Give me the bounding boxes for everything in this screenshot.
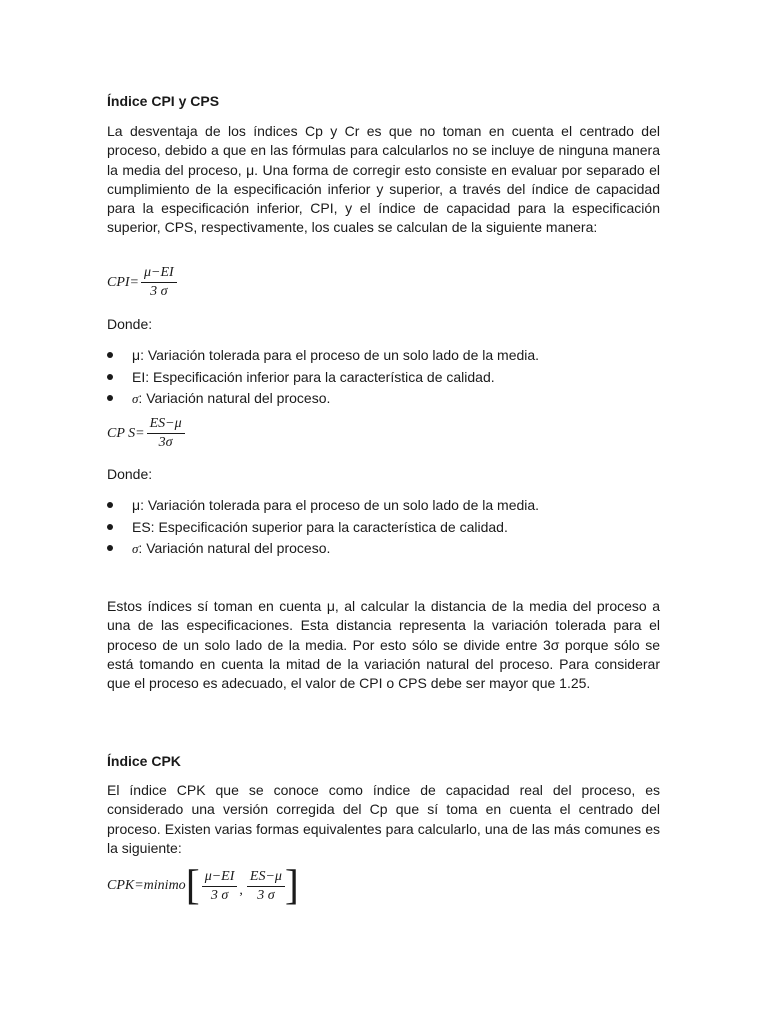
- formula-cps: [107, 416, 185, 451]
- intro-paragraph: La desventaja de los índices Cp y Cr es que no toman en cuenta el centrado del proceso, debido a que en las fórmulas para calcularlos no se incluye de ninguna manera la media del proceso, μ. Una forma de corregir esto consiste en evaluar por separado el cumplimiento de la especificación inferior y superior, a través del índice de capacidad para la especificación inferior, CPI, y el índice de capacidad para la especificación superior, CPS, respectivamente, los cuales se calculan de la siguiente manera:: [107, 123, 660, 236]
- heading-cpk: Índice CPK: [107, 753, 181, 769]
- list-item: EI: Especificación inferior para la característica de calidad.: [107, 367, 660, 389]
- formula-cps-fraction: [147, 416, 185, 451]
- formula-cps-numerator: ES−μ: [147, 416, 185, 434]
- list-item: σ: Variación natural del proceso.: [107, 388, 660, 410]
- right-bracket: ]: [284, 863, 299, 909]
- list-item: σ: Variación natural del proceso.: [107, 538, 660, 560]
- donde-label-1: Donde:: [107, 316, 153, 332]
- formula-cpk-numerator-2: ES−μ: [247, 869, 285, 887]
- formula-cpk-denominator-1: 3 σ: [210, 887, 229, 903]
- closing-paragraph: Estos índices sí toman en cuenta μ, al calcular la distancia de la media del proceso a una de las especificaciones. Esta distancia representa la variación tolerada para el proceso de un solo lado de la media. Por esto sólo se divide entre 3σ porque sólo se está tomando en cuenta la mitad de la variación natural del proceso. Para considerar que el proceso es adecuado, el valor de CPI o CPS debe ser mayor que 1.25.: [107, 598, 660, 692]
- formula-cpk-numerator-1: μ−EI: [202, 869, 238, 887]
- formula-cpi-numerator: μ−EI: [141, 265, 177, 283]
- formula-cpk-denominator-2: 3 σ: [257, 887, 275, 903]
- list-item: μ: Variación tolerada para el proceso de un solo lado de la media.: [107, 495, 660, 517]
- heading-cpi-cps: Índice CPI y CPS: [107, 93, 220, 109]
- list-item: μ: Variación tolerada para el proceso de un solo lado de la media.: [107, 345, 660, 367]
- definitions-list-1: [107, 345, 660, 410]
- formula-cps-lhs: CP S=: [107, 425, 145, 441]
- cpk-intro-paragraph: El índice CPK que se conoce como índice de capacidad real del proceso, es considerado una versión corregida del Cp que sí toma en cuenta el centrado del proceso. Existen varias formas equivalentes para calcularlo, una de las más comunes es la siguiente:: [107, 782, 660, 856]
- donde-label-2: Donde:: [107, 466, 153, 482]
- formula-cpk: [107, 863, 299, 909]
- formula-cpi-fraction: [141, 265, 177, 300]
- list-item: ES: Especificación superior para la característica de calidad.: [107, 517, 660, 539]
- formula-cpk-fraction-2: [247, 869, 285, 904]
- formula-cpk-lhs: CPK=minimo: [107, 878, 186, 893]
- left-bracket: [: [185, 863, 200, 909]
- formula-cpk-separator: ,: [239, 883, 243, 898]
- definitions-list-2: [107, 495, 660, 560]
- formula-cpk-fraction-1: [202, 869, 238, 904]
- formula-cpi-lhs: CPI=: [107, 274, 139, 290]
- formula-cpi-denominator: 3 σ: [150, 284, 168, 299]
- formula-cpi: [107, 265, 177, 300]
- formula-cps-denominator: 3σ: [158, 435, 173, 450]
